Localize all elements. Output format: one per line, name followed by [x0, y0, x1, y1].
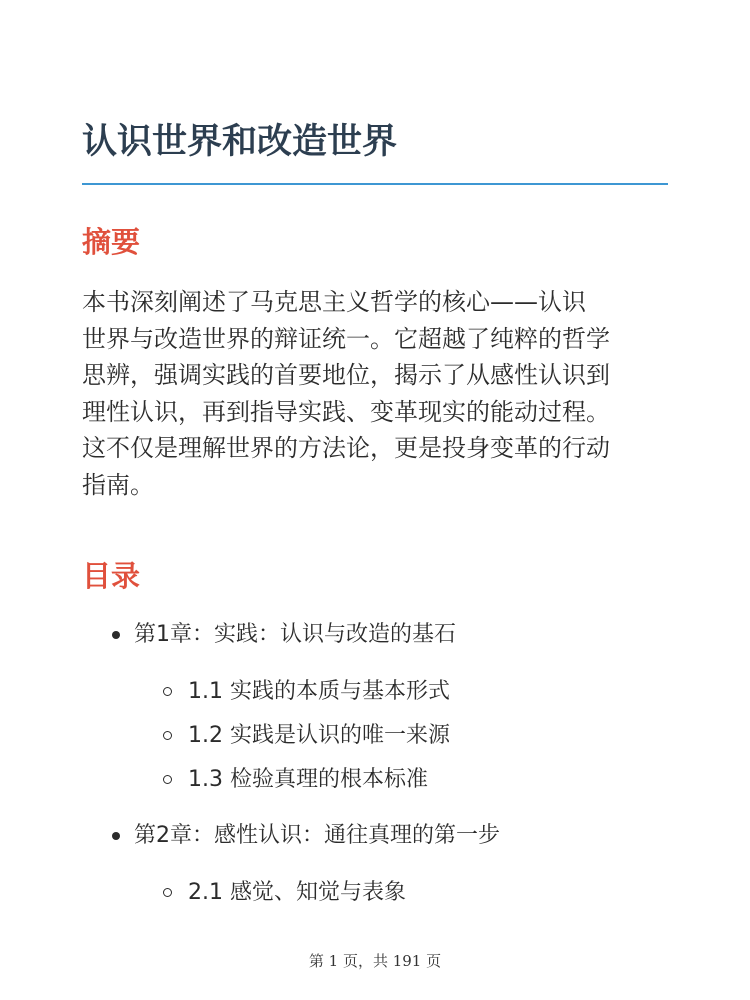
abstract-line: 这不仅是理解世界的方法论，更是投身变革的行动 [82, 434, 610, 462]
bullet-disc-icon [112, 631, 120, 639]
toc-heading: 目录 [82, 559, 141, 593]
bullet-circle-icon [163, 888, 172, 897]
toc-chapter-label: 第2章：感性认识：通往真理的第一步 [134, 823, 500, 848]
abstract-heading: 摘要 [82, 225, 141, 259]
document-title: 认识世界和改造世界 [82, 122, 398, 162]
abstract-line: 世界与改造世界的辩证统一。它超越了纯粹的哲学 [82, 324, 610, 353]
abstract-line: 理性认识，再到指导实践、变革现实的能动过程。 [82, 397, 610, 426]
toc-section-label: 1.2 实践是认识的唯一来源 [188, 723, 450, 748]
toc-section-label: 2.1 感觉、知觉与表象 [188, 880, 406, 905]
title-divider [82, 183, 668, 185]
bullet-disc-icon [112, 832, 120, 840]
bullet-circle-icon [163, 687, 172, 696]
toc-section-2-1 [188, 878, 406, 908]
page-footer: 第 1 页，共 191 页 [308, 952, 442, 970]
toc-chapter-1 [134, 620, 456, 650]
toc-chapter-label: 第1章：实践：认识与改造的基石 [134, 622, 456, 647]
bullet-circle-icon [163, 775, 172, 784]
bullet-circle-icon [163, 731, 172, 740]
abstract-line: 思辨，强调实践的首要地位，揭示了从感性认识到 [82, 361, 610, 389]
toc-chapter-2 [134, 821, 500, 851]
toc-section-1-1 [188, 677, 450, 707]
toc-section-1-3 [188, 765, 428, 795]
abstract-body [82, 284, 668, 503]
toc-section-1-2 [188, 721, 450, 751]
abstract-line: 本书深刻阐述了马克思主义哲学的核心——认识 [82, 288, 586, 316]
toc-section-label: 1.3 检验真理的根本标准 [188, 767, 428, 792]
toc-section-label: 1.1 实践的本质与基本形式 [188, 679, 450, 704]
abstract-line: 指南。 [82, 470, 154, 499]
